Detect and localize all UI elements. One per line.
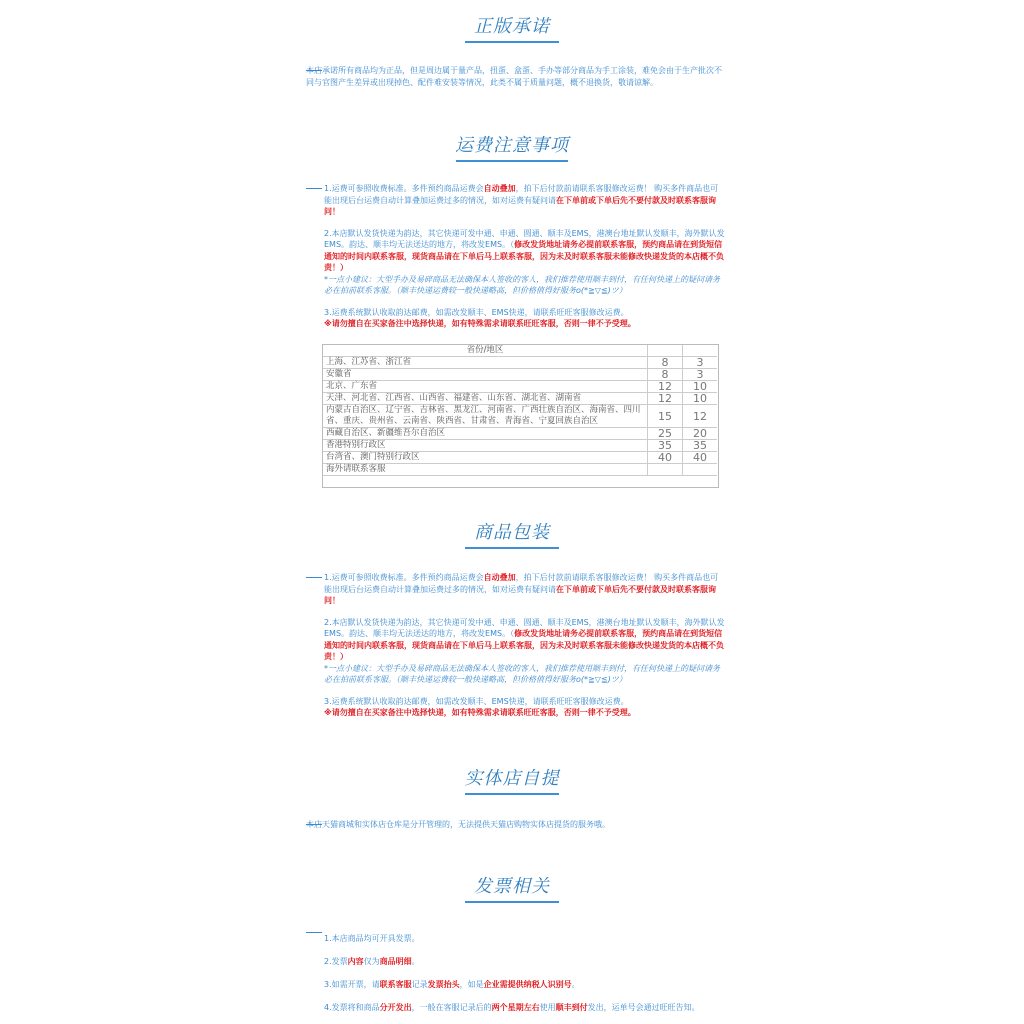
section-title-pickup: 实体店自提 [0,764,1024,795]
section-title-invoice: 发票相关 [0,872,1024,903]
table-row: 天津、河北省、江西省、山西省、福建省、山东省、湖北省、湖南省 12 10 [323,393,717,405]
table-header: 省份/地区 [323,345,717,357]
section-title-authentic: 正版承诺 [0,12,1024,43]
table-row: 安徽省 8 3 [323,369,717,381]
table-row: 海外请联系客服 [323,464,717,476]
pickup-text: 本店天猫商城和实体店仓库是分开管理的，无法提供天猫店购物实体店提货的服务哦。 [306,820,610,829]
invoice-notes: 1.本店商品均可开具发票。 2.发票内容仅为商品明细。 3.如需开票，请联系客服记录发票抬头，如是企业需提供纳税人识别号。 4.发票将和商品分开发出，一般在客服记录后的两个星期左右使用顺丰到付发出，运单号会通过旺旺告知。 [324,934,700,1012]
table-row: 西藏自治区、新疆维吾尔自治区 25 20 [323,428,717,440]
table-row: 香港特别行政区 35 35 [323,440,717,452]
table-row: 上海、江苏省、浙江省 8 3 [323,357,717,369]
table-row: 内蒙古自治区、辽宁省、吉林省、黑龙江、河南省、广西壮族自治区、海南省、四川省、重庆、贵州省、云南省、陕西省、甘肃省、青海省、宁夏回族自治区 15 12 [323,405,717,428]
section-title-packaging: 商品包装 [0,518,1024,549]
shipping-notes: 1.运费可参照收费标准。多件预约商品运费会自动叠加，拍下后付款前请联系客服修改运费！ 购买多件商品也可能出现后台运费自动计算叠加运费过多的情况，如对运费有疑问请在下单前或下单后先不要付款及时联系客服询问！ 2.本店默认发货快递为韵达，其它快递可发中通、申通、圆通、顺丰及EMS，港澳台地址默认发顺丰，海外默认发EMS。韵达、顺丰均无法送达的地方，将改发EMS。（修改发货地址请务必提前联系客服，预约商品请在到货短信通知的时间内联系客服，现货商品请在下单后马上联系客服，因为未及时联系客服未能修改快递发货的本店概不负责！） *一点小建议：大型手办及易碎商品无法确保本人签收的客人，我们推荐使用顺丰到付，有任何快递上的疑问请务必在拍前联系客服。（顺丰快递运费较一般快递略高，但价格值得好服务o(*≧▽≦)ツ） 3.运费系统默认收取韵达邮费，如需改发顺丰、EMS快递，请联系旺旺客服修改运费。 ※请勿擅自在买家备注中选择快递，如有特殊需求请联系旺旺客服，否则一律不予受理。 [324,184,725,328]
packaging-notes: 1.运费可参照收费标准。多件预约商品运费会自动叠加，拍下后付款前请联系客服修改运费！ 购买多件商品也可能出现后台运费自动计算叠加运费过多的情况，如对运费有疑问请在下单前或下单后先不要付款及时联系客服询问！ 2.本店默认发货快递为韵达，其它快递可发中通、申通、圆通、顺丰及EMS，港澳台地址默认发顺丰，海外默认发EMS。韵达、顺丰均无法送达的地方，将改发EMS。（修改发货地址请务必提前联系客服，预约商品请在到货短信通知的时间内联系客服，现货商品请在下单后马上联系客服，因为未及时联系客服未能修改快递发货的本店概不负责！） *一点小建议：大型手办及易碎商品无法确保本人签收的客人，我们推荐使用顺丰到付，有任何快递上的疑问请务必在拍前联系客服。（顺丰快递运费较一般快递略高，但价格值得好服务o(*≧▽≦)ツ） 3.运费系统默认收取韵达邮费，如需改发顺丰、EMS快递，请联系旺旺客服修改运费。 ※请勿擅自在买家备注中选择快递，如有特殊需求请联系旺旺客服，否则一律不予受理。 [324,573,725,717]
table-row: 北京、广东省 12 10 [323,381,717,393]
table-row: 台湾省、澳门特别行政区 40 40 [323,452,717,464]
section-title-shipping: 运费注意事项 [0,131,1024,162]
shipping-fee-table [323,345,717,476]
authentic-promise-text: 本店承诺所有商品均为正品，但是周边属于量产品，扭蛋、盒蛋、手办等部分商品为手工涂装，难免会由于生产批次不同与官图产生差异或出现掉色、配件难安装等情况，此类不属于质量问题，概不退换货，敬请谅解。 [306,66,722,87]
